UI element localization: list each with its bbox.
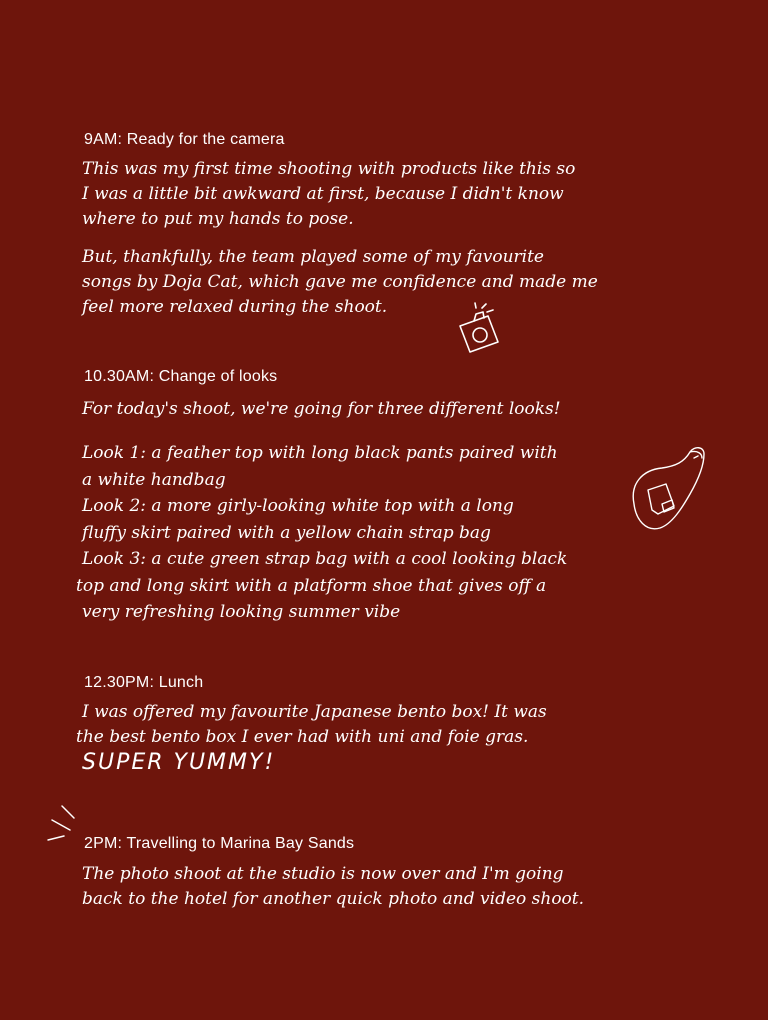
paragraph-line: But, thankfully, the team played some of my favourite <box>82 247 544 267</box>
paragraph-line: This was my first time shooting with products like this so <box>82 159 576 179</box>
paragraph-line: feel more relaxed during the shoot. <box>82 297 388 317</box>
section-paragraph <box>76 700 547 750</box>
look-line: top and long skirt with a platform shoe that gives off a <box>76 575 547 596</box>
paragraph-line: The photo shoot at the studio is now over and I'm going <box>82 864 564 884</box>
handbag-doodle-icon <box>628 444 712 536</box>
look-line: Look 2: a more girly-looking white top with a long <box>82 496 514 516</box>
section-intro: For today's shoot, we're going for three different looks! <box>82 399 561 419</box>
paragraph-line: songs by Doja Cat, which gave me confidence and made me <box>82 272 598 292</box>
looks-list <box>76 440 568 626</box>
paragraph-line: I was a little bit awkward at first, because I didn't know <box>82 184 564 204</box>
camera-doodle-icon <box>452 302 508 360</box>
paragraph-line: I was offered my favourite Japanese bento box! It was <box>82 702 547 722</box>
section-paragraph <box>82 862 584 912</box>
look-line: Look 1: a feather top with long black pants paired with <box>82 443 558 463</box>
look-line: very refreshing looking summer vibe <box>82 602 401 622</box>
look-line: a white handbag <box>82 469 226 490</box>
section-heading-9am: 9AM: Ready for the camera <box>84 131 285 148</box>
section-paragraph <box>82 245 598 320</box>
paragraph-line: back to the hotel for another quick photo and video shoot. <box>82 889 585 909</box>
sparkle-doodle-icon <box>46 804 80 844</box>
section-paragraph <box>82 157 575 232</box>
super-yummy-exclaim: SUPER YUMMY! <box>82 750 276 775</box>
section-heading-1030am: 10.30AM: Change of looks <box>84 368 278 385</box>
paragraph-line: where to put my hands to pose. <box>82 209 354 229</box>
paragraph-line: the best bento box I ever had with uni and foie gras. <box>76 727 529 747</box>
section-heading-2pm: 2PM: Travelling to Marina Bay Sands <box>84 835 355 852</box>
section-heading-1230pm: 12.30PM: Lunch <box>84 674 204 691</box>
look-line: Look 3: a cute green strap bag with a cool looking black <box>82 549 568 569</box>
look-line: fluffy skirt paired with a yellow chain strap bag <box>82 522 491 543</box>
